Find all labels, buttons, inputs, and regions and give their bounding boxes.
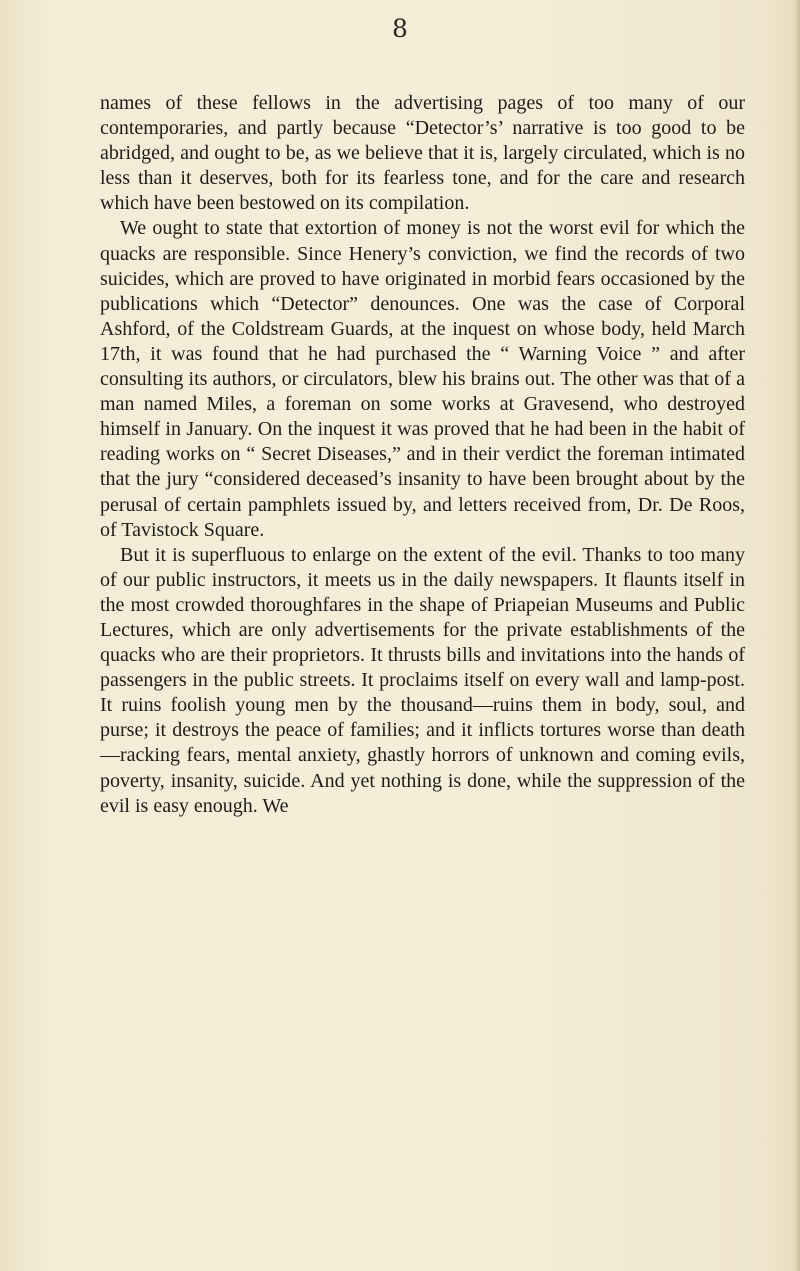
body-text: [100, 91, 745, 819]
page-edge-shadow: [794, 0, 800, 1271]
page-number: 8: [392, 14, 408, 43]
paragraph-continuation: names of these fellows in the advertising pages of too many of our contemporaries, and partly because “Detector’s’ narrative is too good to be abridged, and ought to be, as we believe that it is, largely circulated, which is no less than it deserves, both for its fearless tone, and for the care and research which have been bestowed on its compilation.: [100, 92, 745, 215]
paragraph-suicides: We ought to state that extortion of money is not the worst evil for which the quacks are responsible. Since Henery’s conviction, we find the records of two suicides, which are proved to have originated in morbid fears occasioned by the publications which “Detector” denounces. One was the case of Corporal Ashford, of the Coldstream Guards, at the inquest on whose body, held March 17th, it was found that he had purchased the “ Warning Voice ” and after consulting its authors, or circulators, blew his brains out. The other was that of a man named Miles, a foreman on some works at Gravesend, who destroyed himself in January. On the inquest it was proved that he had been in the habit of reading works on “ Secret Diseases,” and in their verdict the foreman intimated that the jury “considered deceased’s insanity to have been brought about by the perusal of certain pamphlets issued by, and letters received from, Dr. De Roos, of Tavistock Square.: [100, 217, 745, 541]
paragraph-extent-of-evil: But it is superfluous to enlarge on the extent of the evil. Thanks to too many of our public instructors, it meets us in the daily newspapers. It flaunts itself in the most crowded thoroughfares in the shape of Priapeian Museums and Public Lectures, which are only advertisements for the private establishments of the quacks who are their proprietors. It thrusts bills and invitations into the hands of passengers in the public streets. It proclaims itself on every wall and lamp-post. It ruins foolish young men by the thousand—ruins them in body, soul, and purse; it destroys the peace of families; and it inflicts tortures worse than death—racking fears, mental anxiety, ghastly horrors of unknown and coming evils, poverty, insanity, suicide. And yet nothing is done, while the suppression of the evil is easy enough. We: [100, 543, 745, 817]
